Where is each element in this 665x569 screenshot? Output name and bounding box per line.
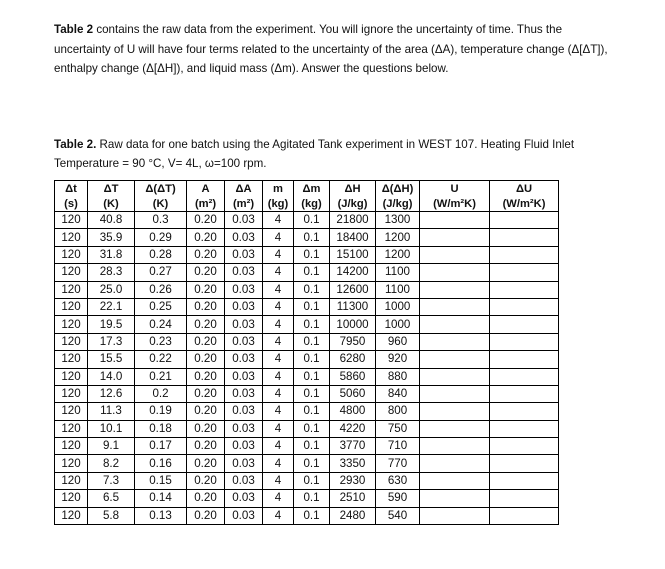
table-cell (490, 368, 559, 385)
table-row (55, 298, 559, 315)
table-cell: 0.20 (187, 298, 225, 315)
column-unit: (kg) (263, 196, 294, 212)
table-cell: 4 (263, 264, 294, 281)
table-row (55, 438, 559, 455)
table-cell: 22.1 (88, 298, 135, 315)
table-cell: 1000 (376, 316, 420, 333)
table-cell (420, 403, 490, 420)
table-cell: 120 (55, 368, 88, 385)
table-cell: 18400 (330, 229, 376, 246)
table-cell: 12600 (330, 281, 376, 298)
table-cell: 0.03 (225, 264, 263, 281)
table-cell (490, 420, 559, 437)
column-header: m (263, 181, 294, 197)
table-cell: 3350 (330, 455, 376, 472)
table-cell: 0.15 (135, 472, 187, 489)
table-cell: 19.5 (88, 316, 135, 333)
table-cell: 4 (263, 490, 294, 507)
table-cell: 0.27 (135, 264, 187, 281)
table-cell: 25.0 (88, 281, 135, 298)
table-cell: 17.3 (88, 333, 135, 350)
table-cell (490, 403, 559, 420)
table-cell: 5060 (330, 385, 376, 402)
table-cell (490, 490, 559, 507)
table-cell: 8.2 (88, 455, 135, 472)
table-cell: 120 (55, 455, 88, 472)
table-cell: 0.1 (294, 368, 330, 385)
table-cell: 120 (55, 472, 88, 489)
table-cell: 120 (55, 281, 88, 298)
table-cell: 1000 (376, 298, 420, 315)
table-cell: 0.28 (135, 246, 187, 263)
table-cell: 0.03 (225, 316, 263, 333)
table-cell: 14200 (330, 264, 376, 281)
caption-text: Raw data for one batch using the Agitated Tank experiment in WEST 107. Heating Fluid Inlet Temperature = 90 °C, V= 4L, ω=100 rpm. (54, 138, 575, 170)
table-cell: 0.03 (225, 368, 263, 385)
table-row (55, 281, 559, 298)
table-cell: 0.1 (294, 490, 330, 507)
table-cell: 0.03 (225, 229, 263, 246)
table-cell: 4 (263, 333, 294, 350)
table-cell (420, 246, 490, 263)
table-cell (420, 507, 490, 524)
table-cell (420, 229, 490, 246)
table-cell: 4 (263, 316, 294, 333)
table-cell: 0.03 (225, 507, 263, 524)
table-cell: 35.9 (88, 229, 135, 246)
table-cell: 120 (55, 507, 88, 524)
table-cell: 4 (263, 281, 294, 298)
table-cell: 0.25 (135, 298, 187, 315)
table-cell: 10.1 (88, 420, 135, 437)
table-row (55, 264, 559, 281)
table-cell (490, 455, 559, 472)
table-cell: 0.20 (187, 420, 225, 437)
table-cell (490, 385, 559, 402)
table-cell: 0.1 (294, 316, 330, 333)
table-cell: 2930 (330, 472, 376, 489)
table-cell: 0.03 (225, 403, 263, 420)
table-cell: 0.03 (225, 455, 263, 472)
table-row (55, 229, 559, 246)
table-cell: 4 (263, 298, 294, 315)
table-cell: 0.1 (294, 438, 330, 455)
table-cell: 0.20 (187, 316, 225, 333)
column-header: ΔA (225, 181, 263, 197)
table-row (55, 420, 559, 437)
table-cell: 0.03 (225, 385, 263, 402)
raw-data-table (54, 180, 559, 525)
table-cell (490, 264, 559, 281)
column-unit: (W/m²K) (490, 196, 559, 212)
table-cell: 120 (55, 212, 88, 229)
table-cell: 0.20 (187, 351, 225, 368)
column-unit: (m²) (187, 196, 225, 212)
table-cell: 0.20 (187, 264, 225, 281)
table-cell: 4800 (330, 403, 376, 420)
table-cell: 0.20 (187, 229, 225, 246)
table-cell: 0.1 (294, 507, 330, 524)
intro-table-ref: Table 2 (54, 23, 94, 36)
table-cell: 4 (263, 351, 294, 368)
table-cell: 0.26 (135, 281, 187, 298)
table-cell: 590 (376, 490, 420, 507)
table-row (55, 246, 559, 263)
table-cell (420, 264, 490, 281)
column-unit: (K) (135, 196, 187, 212)
table-cell: 4 (263, 385, 294, 402)
table-cell (420, 368, 490, 385)
table-cell: 0.1 (294, 351, 330, 368)
table-cell: 0.23 (135, 333, 187, 350)
table-row (55, 490, 559, 507)
table-row (55, 368, 559, 385)
table-cell: 1200 (376, 229, 420, 246)
table-cell: 750 (376, 420, 420, 437)
table-cell (490, 281, 559, 298)
table-cell: 800 (376, 403, 420, 420)
table-row (55, 212, 559, 229)
column-unit: (J/kg) (376, 196, 420, 212)
table-cell: 0.20 (187, 472, 225, 489)
table-cell: 11300 (330, 298, 376, 315)
table-row (55, 333, 559, 350)
table-cell (490, 351, 559, 368)
table-cell: 0.18 (135, 420, 187, 437)
column-header: Δt (55, 181, 88, 197)
table-cell: 630 (376, 472, 420, 489)
table-cell (420, 281, 490, 298)
table-cell: 0.16 (135, 455, 187, 472)
column-header: ΔU (490, 181, 559, 197)
table-cell (490, 229, 559, 246)
table-cell: 0.03 (225, 438, 263, 455)
table-row (55, 316, 559, 333)
table-cell: 120 (55, 351, 88, 368)
table-cell: 0.03 (225, 420, 263, 437)
table-cell (420, 298, 490, 315)
table-cell (490, 212, 559, 229)
table-cell: 4 (263, 229, 294, 246)
table-cell: 960 (376, 333, 420, 350)
table-cell: 120 (55, 298, 88, 315)
table-cell: 4 (263, 246, 294, 263)
table-cell: 0.20 (187, 403, 225, 420)
table-cell (420, 490, 490, 507)
table-cell: 0.20 (187, 333, 225, 350)
table-cell: 7.3 (88, 472, 135, 489)
table-cell: 0.20 (187, 246, 225, 263)
table-cell (490, 333, 559, 350)
table-cell: 21800 (330, 212, 376, 229)
table-cell: 28.3 (88, 264, 135, 281)
table-cell: 880 (376, 368, 420, 385)
table-cell (420, 316, 490, 333)
table-cell: 5.8 (88, 507, 135, 524)
intro-text: contains the raw data from the experiment. You will ignore the uncertainty of time. Thus the uncertainty of U will have four terms related to the uncertainty of the area (ΔA), temperature change (Δ[ΔT]), enthalpy change (Δ[ΔH]), and liquid mass (Δm). Answer the questions below. (54, 23, 608, 75)
table-cell: 0.03 (225, 281, 263, 298)
column-header: ΔH (330, 181, 376, 197)
table-cell: 4 (263, 472, 294, 489)
table-cell: 0.20 (187, 281, 225, 298)
table-cell: 120 (55, 385, 88, 402)
header-symbol-row (55, 181, 559, 197)
table-cell: 0.03 (225, 472, 263, 489)
table-cell: 0.03 (225, 490, 263, 507)
column-header: Δm (294, 181, 330, 197)
table-cell: 0.20 (187, 385, 225, 402)
table-cell: 4 (263, 212, 294, 229)
table-cell: 1200 (376, 246, 420, 263)
table-cell: 120 (55, 316, 88, 333)
table-cell: 0.14 (135, 490, 187, 507)
table-cell: 0.1 (294, 333, 330, 350)
table-cell: 3770 (330, 438, 376, 455)
column-header: U (420, 181, 490, 197)
table-cell: 0.03 (225, 298, 263, 315)
table-cell: 7950 (330, 333, 376, 350)
table-cell: 0.20 (187, 368, 225, 385)
table-cell: 0.1 (294, 420, 330, 437)
table-cell: 2480 (330, 507, 376, 524)
table-cell (490, 472, 559, 489)
table-cell: 14.0 (88, 368, 135, 385)
table-cell: 0.1 (294, 246, 330, 263)
table-cell: 31.8 (88, 246, 135, 263)
table-cell: 0.1 (294, 472, 330, 489)
table-cell: 0.20 (187, 490, 225, 507)
table-cell: 4 (263, 420, 294, 437)
table-cell (490, 298, 559, 315)
table-row (55, 455, 559, 472)
column-unit: (W/m²K) (420, 196, 490, 212)
table-cell: 0.20 (187, 507, 225, 524)
column-header: ΔT (88, 181, 135, 197)
table-cell: 120 (55, 403, 88, 420)
table-caption (54, 135, 614, 173)
table-cell: 120 (55, 264, 88, 281)
table-cell: 0.29 (135, 229, 187, 246)
table-row (55, 507, 559, 524)
table-cell: 2510 (330, 490, 376, 507)
table-cell: 10000 (330, 316, 376, 333)
table-cell (420, 420, 490, 437)
table-cell (420, 333, 490, 350)
table-cell: 11.3 (88, 403, 135, 420)
table-cell: 6.5 (88, 490, 135, 507)
table-cell: 4 (263, 368, 294, 385)
table-cell: 0.19 (135, 403, 187, 420)
table-cell (490, 507, 559, 524)
table-cell: 0.13 (135, 507, 187, 524)
table-cell: 540 (376, 507, 420, 524)
table-cell (490, 246, 559, 263)
table-cell (420, 438, 490, 455)
table-cell: 0.24 (135, 316, 187, 333)
table-cell (420, 385, 490, 402)
table-cell: 9.1 (88, 438, 135, 455)
table-cell: 120 (55, 246, 88, 263)
header-unit-row (55, 196, 559, 212)
table-cell: 1100 (376, 264, 420, 281)
table-cell: 15.5 (88, 351, 135, 368)
table-cell: 6280 (330, 351, 376, 368)
table-body (55, 212, 559, 525)
table-cell: 0.1 (294, 298, 330, 315)
table-cell: 12.6 (88, 385, 135, 402)
table-cell: 770 (376, 455, 420, 472)
table-cell (420, 472, 490, 489)
table-cell: 1300 (376, 212, 420, 229)
table-cell: 0.1 (294, 385, 330, 402)
table-cell (420, 351, 490, 368)
table-row (55, 385, 559, 402)
table-cell: 0.1 (294, 455, 330, 472)
table-cell: 0.03 (225, 333, 263, 350)
table-cell (490, 438, 559, 455)
table-cell: 0.21 (135, 368, 187, 385)
table-cell: 0.03 (225, 212, 263, 229)
table-cell: 710 (376, 438, 420, 455)
table-row (55, 351, 559, 368)
table-cell: 920 (376, 351, 420, 368)
column-unit: (kg) (294, 196, 330, 212)
table-cell: 0.1 (294, 403, 330, 420)
column-header: Δ(ΔH) (376, 181, 420, 197)
table-cell: 120 (55, 490, 88, 507)
table-cell: 0.3 (135, 212, 187, 229)
intro-paragraph (54, 20, 614, 79)
column-header: A (187, 181, 225, 197)
table-cell: 0.1 (294, 229, 330, 246)
table-cell: 0.20 (187, 438, 225, 455)
table-cell (420, 212, 490, 229)
table-cell: 1100 (376, 281, 420, 298)
table-cell: 0.1 (294, 264, 330, 281)
table-cell: 0.17 (135, 438, 187, 455)
table-cell: 15100 (330, 246, 376, 263)
table-cell: 0.2 (135, 385, 187, 402)
table-cell: 120 (55, 229, 88, 246)
table-cell: 5860 (330, 368, 376, 385)
table-cell: 0.03 (225, 351, 263, 368)
table-cell: 4 (263, 403, 294, 420)
column-unit: (m²) (225, 196, 263, 212)
table-cell (420, 455, 490, 472)
table-cell: 840 (376, 385, 420, 402)
table-cell: 120 (55, 333, 88, 350)
table-cell: 0.20 (187, 455, 225, 472)
table-cell: 4 (263, 438, 294, 455)
column-unit: (s) (55, 196, 88, 212)
table-cell: 40.8 (88, 212, 135, 229)
table-cell (490, 316, 559, 333)
table-row (55, 403, 559, 420)
table-cell: 4220 (330, 420, 376, 437)
table-cell: 0.03 (225, 246, 263, 263)
table-cell: 120 (55, 438, 88, 455)
table-cell: 4 (263, 455, 294, 472)
column-unit: (K) (88, 196, 135, 212)
table-row (55, 472, 559, 489)
caption-label: Table 2. (54, 138, 97, 151)
table-cell: 0.22 (135, 351, 187, 368)
table-cell: 0.1 (294, 281, 330, 298)
table-cell: 0.20 (187, 212, 225, 229)
column-header: Δ(ΔT) (135, 181, 187, 197)
table-cell: 120 (55, 420, 88, 437)
column-unit: (J/kg) (330, 196, 376, 212)
table-cell: 0.1 (294, 212, 330, 229)
table-cell: 4 (263, 507, 294, 524)
